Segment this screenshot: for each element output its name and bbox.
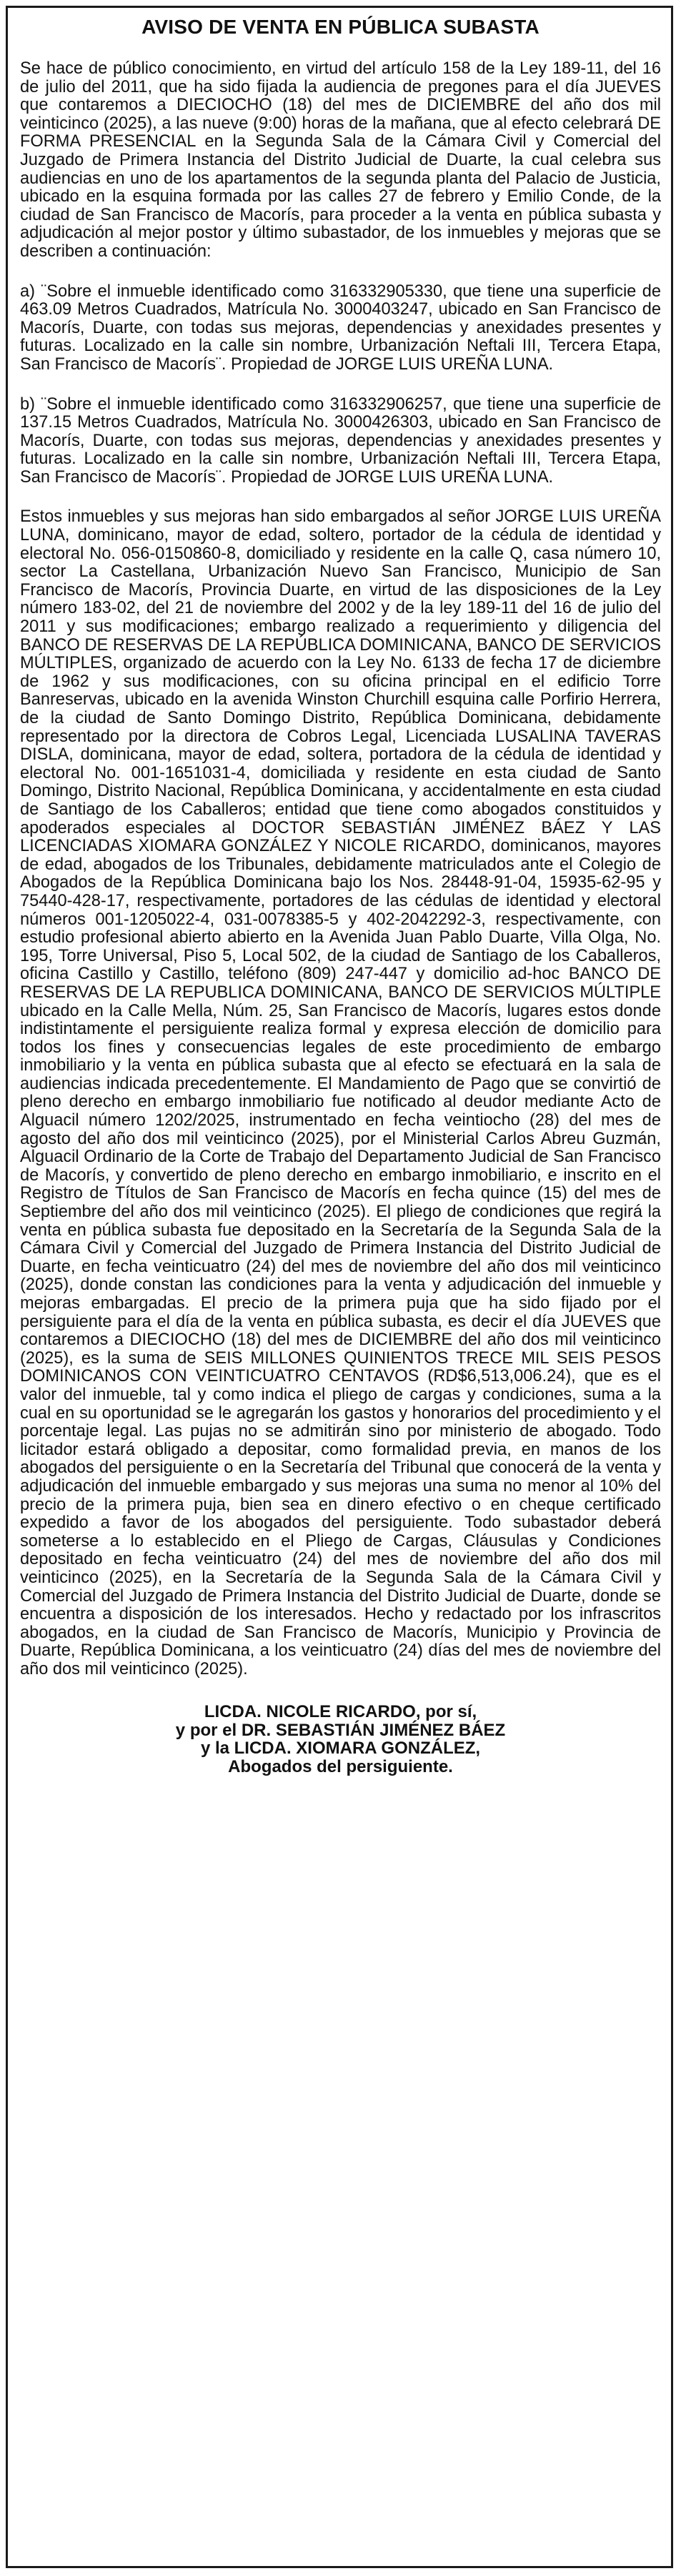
signature-line-1: LICDA. NICOLE RICARDO, por sí, xyxy=(204,1702,477,1722)
signature-line-4: Abogados del persiguiente. xyxy=(228,1756,453,1776)
intro-paragraph: Se hace de público conocimiento, en virtud del artículo 158 de la Ley 189-11, del 16 de julio del 2011, que ha sido fijada la audiencia de pregones para el día JUEVES que contaremos a DIECIOCHO (18) del mes de DICIEMBRE del año dos mil veinticinco (2025), a las nueve (9:00) horas de la mañana, que al efecto celebrará DE FORMA PRESENCIAL en la Segunda Sala de la Cámara Civil y Comercial del Juzgado de Primera Instancia del Distrito Judicial de Duarte, la cual celebra sus audiencias en uno de los apartamentos de la segunda planta del Palacio de Justicia, ubicado en la esquina formada por las calles 27 de febrero y Emilio Conde, de la ciudad de San Francisco de Macorís, para proceder a la venta en pública subasta y adjudicación al mejor postor y último subastador, de los inmuebles y mejoras que se describen a continuación: xyxy=(20,59,661,261)
signature-line-3: y la LICDA. XIOMARA GONZÁLEZ, xyxy=(200,1739,481,1759)
signature-block xyxy=(20,1703,661,1776)
property-item-a: a) ¨Sobre el inmueble identificado como 316332905330, que tiene una superficie de 463.09 Metros Cuadrados, Matrícula No. 3000403247, ubicado en San Francisco de Macorís, Duarte, con todas sus mejoras, dependencias y anexidades presentes y futuras. Localizado en la calle sin nombre, Urbanización Neftali III, Tercera Etapa, San Francisco de Macorís¨. Propiedad de JORGE LUIS UREÑA LUNA. xyxy=(20,282,661,374)
notice-content xyxy=(20,16,661,1776)
property-item-b: b) ¨Sobre el inmueble identificado como 316332906257, que tiene una superficie de 137.15 Metros Cuadrados, Matrícula No. 3000426303, ubicado en San Francisco de Macorís, Duarte, con todas sus mejoras, dependencias y anexidades presentes y futuras. Localizado en la calle sin nombre, Urbanización Neftali III, Tercera Etapa, San Francisco de Macorís¨. Propiedad de JORGE LUIS UREÑA LUNA. xyxy=(20,394,661,487)
body-paragraph: Estos inmuebles y sus mejoras han sido embargados al señor JORGE LUIS UREÑA LUNA, dominicano, mayor de edad, soltero, portador de la cédula de identidad y electoral No. 056-0150860-8, domiciliado y residente en la calle Q, casa número 10, sector La Castellana, Urbanización Nuevo San Francisco, Municipio de San Francisco de Macorís, Provincia Duarte, en virtud de las disposiciones de la Ley número 183-02, del 21 de noviembre del 2002 y de la ley 189-11 del 16 de julio del 2011 y sus modificaciones; embargo realizado a requerimiento y diligencia del BANCO DE RESERVAS DE LA REPÚBLICA DOMINICANA, BANCO DE SERVICIOS MÚLTIPLES, organizado de acuerdo con la Ley No. 6133 de fecha 17 de diciembre de 1962 y sus modificaciones, con su oficina principal en el edificio Torre Banreservas, ubicado en la avenida Winston Churchill esquina calle Porfirio Herrera, de la ciudad de Santo Domingo Distrito, República Dominicana, debidamente representado por la directora de Cobros Legal, Licenciada LUSALINA TAVERAS DISLA, dominicana, mayor de edad, soltera, portadora de la cédula de identidad y electoral No. 001-1651031-4, domiciliada y residente en esta ciudad de Santo Domingo, Distrito Nacional, República Dominicana, y accidentalmente en esta ciudad de Santiago de los Caballeros; entidad que tiene como abogados constituidos y apoderados especiales al DOCTOR SEBASTIÁN JIMÉNEZ BÁEZ Y LAS LICENCIADAS XIOMARA GONZÁLEZ Y NICOLE RICARDO, dominicanos, mayores de edad, abogados de los Tribunales, debidamente matriculados ante el Colegio de Abogados de la República Dominicana bajo los Nos. 28448-91-04, 15935-62-95 y 75440-428-17, respectivamente, portadores de las cédulas de identidad y electoral números 001-1205022-4, 031-0078385-5 y 402-2042292-3, respectivamente, con estudio profesional abierto abierto en la Avenida Juan Pablo Duarte, Villa Olga, No. 195, Torre Universal, Piso 5, Local 502, de la ciudad de Santiago de los Caballeros, oficina Castillo y Castillo, teléfono (809) 247-447 y domicilio ad-hoc BANCO DE RESERVAS DE LA REPUBLICA DOMINICANA, BANCO DE SERVICIOS MÚLTIPLE ubicado en la Calle Mella, Núm. 25, San Francisco de Macorís, lugares estos donde indistintamente el persiguiente realiza formal y expresa elección de domicilio para todos los fines y consecuencias legales de este procedimiento de embargo inmobiliario y la venta en pública subasta que al efecto se efectuará en la sala de audiencias indicada precedentemente. El Mandamiento de Pago que se convirtió de pleno derecho en embargo inmobiliario fue notificado al deudor mediante Acto de Alguacil número 1202/2025, instrumentado en fecha veintiocho (28) del mes de agosto del año dos mil veinticinco (2025), por el Ministerial Carlos Abreu Guzmán, Alguacil Ordinario de la Corte de Trabajo del Departamento Judicial de San Francisco de Macorís, y convertido de pleno derecho en embargo inmobiliario, e inscrito en el Registro de Títulos de San Francisco de Macorís en fecha quince (15) del mes de Septiembre del año dos mil veinticinco (2025). El pliego de condiciones que regirá la venta en pública subasta fue depositado en la Secretaría de la Segunda Sala de la Cámara Civil y Comercial del Juzgado de Primera Instancia del Distrito Judicial de Duarte, en fecha veinticuatro (24) del mes de noviembre del año dos mil veinticinco (2025), donde constan las condiciones para la venta y adjudicación del inmueble y mejoras embargadas. El precio de la primera puja que ha sido fijado por el persiguiente para el día de la venta en pública subasta, es decir el día JUEVES que contaremos a DIECIOCHO (18) del mes de DICIEMBRE del año dos mil veinticinco (2025), es la suma de SEIS MILLONES QUINIENTOS TRECE MIL SEIS PESOS DOMINICANOS CON VEINTICUATRO CENTAVOS (RD$6,513,006.24), que es el valor del inmueble, tal y como indica el pliego de cargas y condiciones, suma a la cual en su oportunidad se le agregarán los gastos y honorarios del procedimiento y el porcentaje legal. Las pujas no se admitirán sino por ministerio de abogado. Todo licitador estará obligado a depositar, como formalidad previa, en manos de los abogados del persiguiente o en la Secretaría del Tribunal que conocerá de la venta y adjudicación del inmueble embargado y sus mejoras una suma no menor al 10% del precio de la primera puja, bien sea en dinero efectivo o en cheque certificado expedido a favor de los abogados del persiguiente. Todo subastador deberá someterse a lo establecido en el Pliego de Cargas, Cláusulas y Condiciones depositado en fecha veinticuatro (24) del mes de noviembre del año dos mil veinticinco (2025), en la Secretaría de la Segunda Sala de la Cámara Civil y Comercial del Juzgado de Primera Instancia del Distrito Judicial de Duarte, donde se encuentra a disposición de los interesados. Hecho y redactado por los infrascritos abogados, en la ciudad de San Francisco de Macorís, Municipio y Provincia de Duarte, República Dominicana, a los veinticuatro (24) días del mes de noviembre del año dos mil veinticinco (2025). xyxy=(20,507,661,1679)
signature-line-2: y por el DR. SEBASTIÁN JIMÉNEZ BÁEZ xyxy=(175,1720,506,1740)
notice-title: AVISO DE VENTA EN PÚBLICA SUBASTA xyxy=(141,16,540,38)
